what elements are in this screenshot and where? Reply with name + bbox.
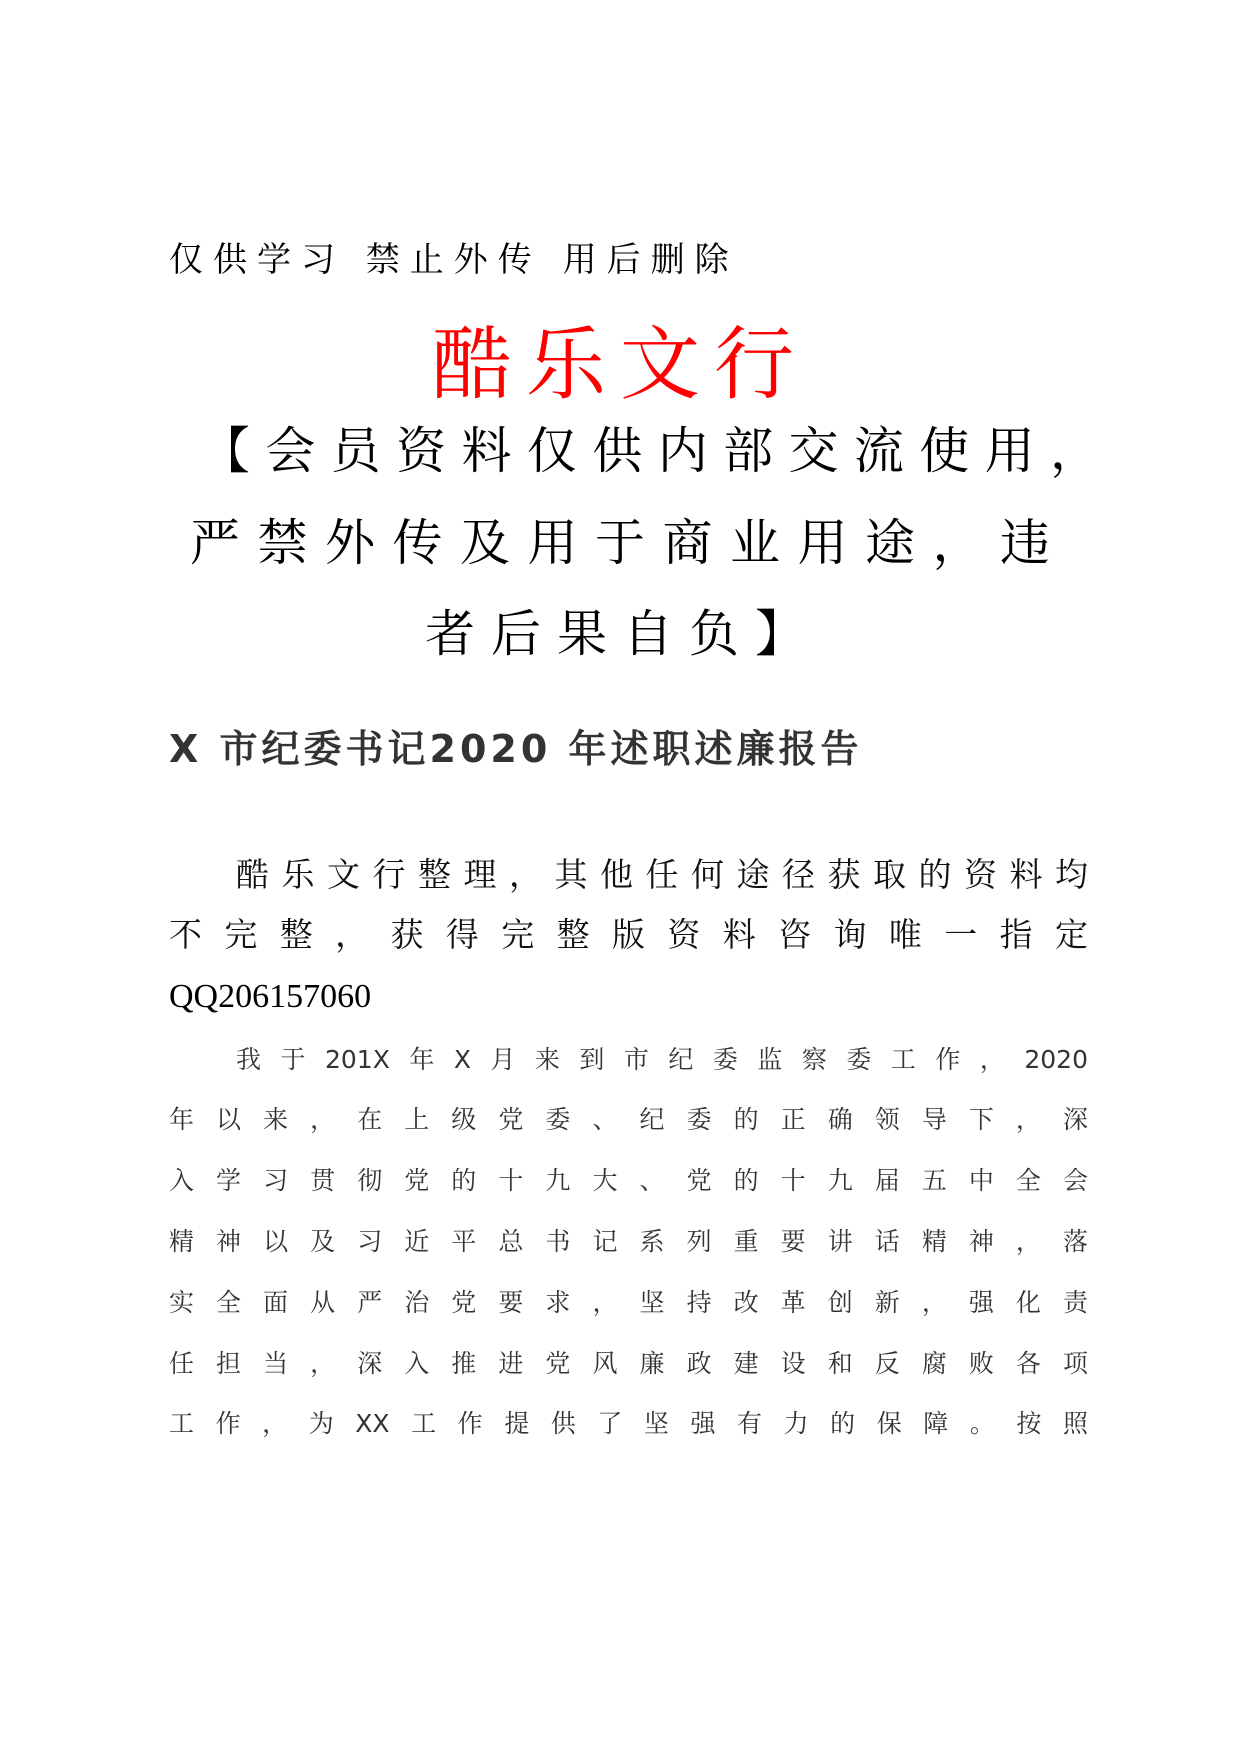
body-line: 精神以及习近平总书记系列重要讲话精神，落 [169, 1227, 1088, 1256]
usage-notice: 仅供学习 禁止外传 用后删除 [169, 240, 739, 280]
body-line: 工作，为XX工作提供了坚强有力的保障。按照 [169, 1409, 1088, 1438]
warning-line-2: 严禁外传及用于商业用途，违 [190, 514, 1050, 572]
document-title: X 市纪委书记2020 年述职述廉报告 [169, 727, 863, 771]
intro-line-1: 酷乐文行整理，其他任何途径获取的资料均 [236, 855, 1088, 894]
body-line: 任担当，深入推进党风廉政建设和反腐败各项 [169, 1349, 1088, 1378]
body-line: 我于201X年X月来到市纪委监察委工作，2020 [236, 1045, 1088, 1074]
warning-line-3: 者后果自负】 [425, 605, 805, 663]
brand-title: 酷乐文行 [432, 318, 808, 411]
qq-contact: QQ206157060 [169, 978, 372, 1015]
body-line: 实全面从严治党要求，坚持改革创新，强化责 [169, 1288, 1088, 1317]
body-line: 入学习贯彻党的十九大、党的十九届五中全会 [169, 1166, 1088, 1195]
intro-line-2: 不完整，获得完整版资料咨询唯一指定 [169, 915, 1088, 954]
body-line: 年以来，在上级党委、纪委的正确领导下，深 [169, 1105, 1088, 1134]
warning-line-1: 【会员资料仅供内部交流使用， [200, 422, 1100, 480]
